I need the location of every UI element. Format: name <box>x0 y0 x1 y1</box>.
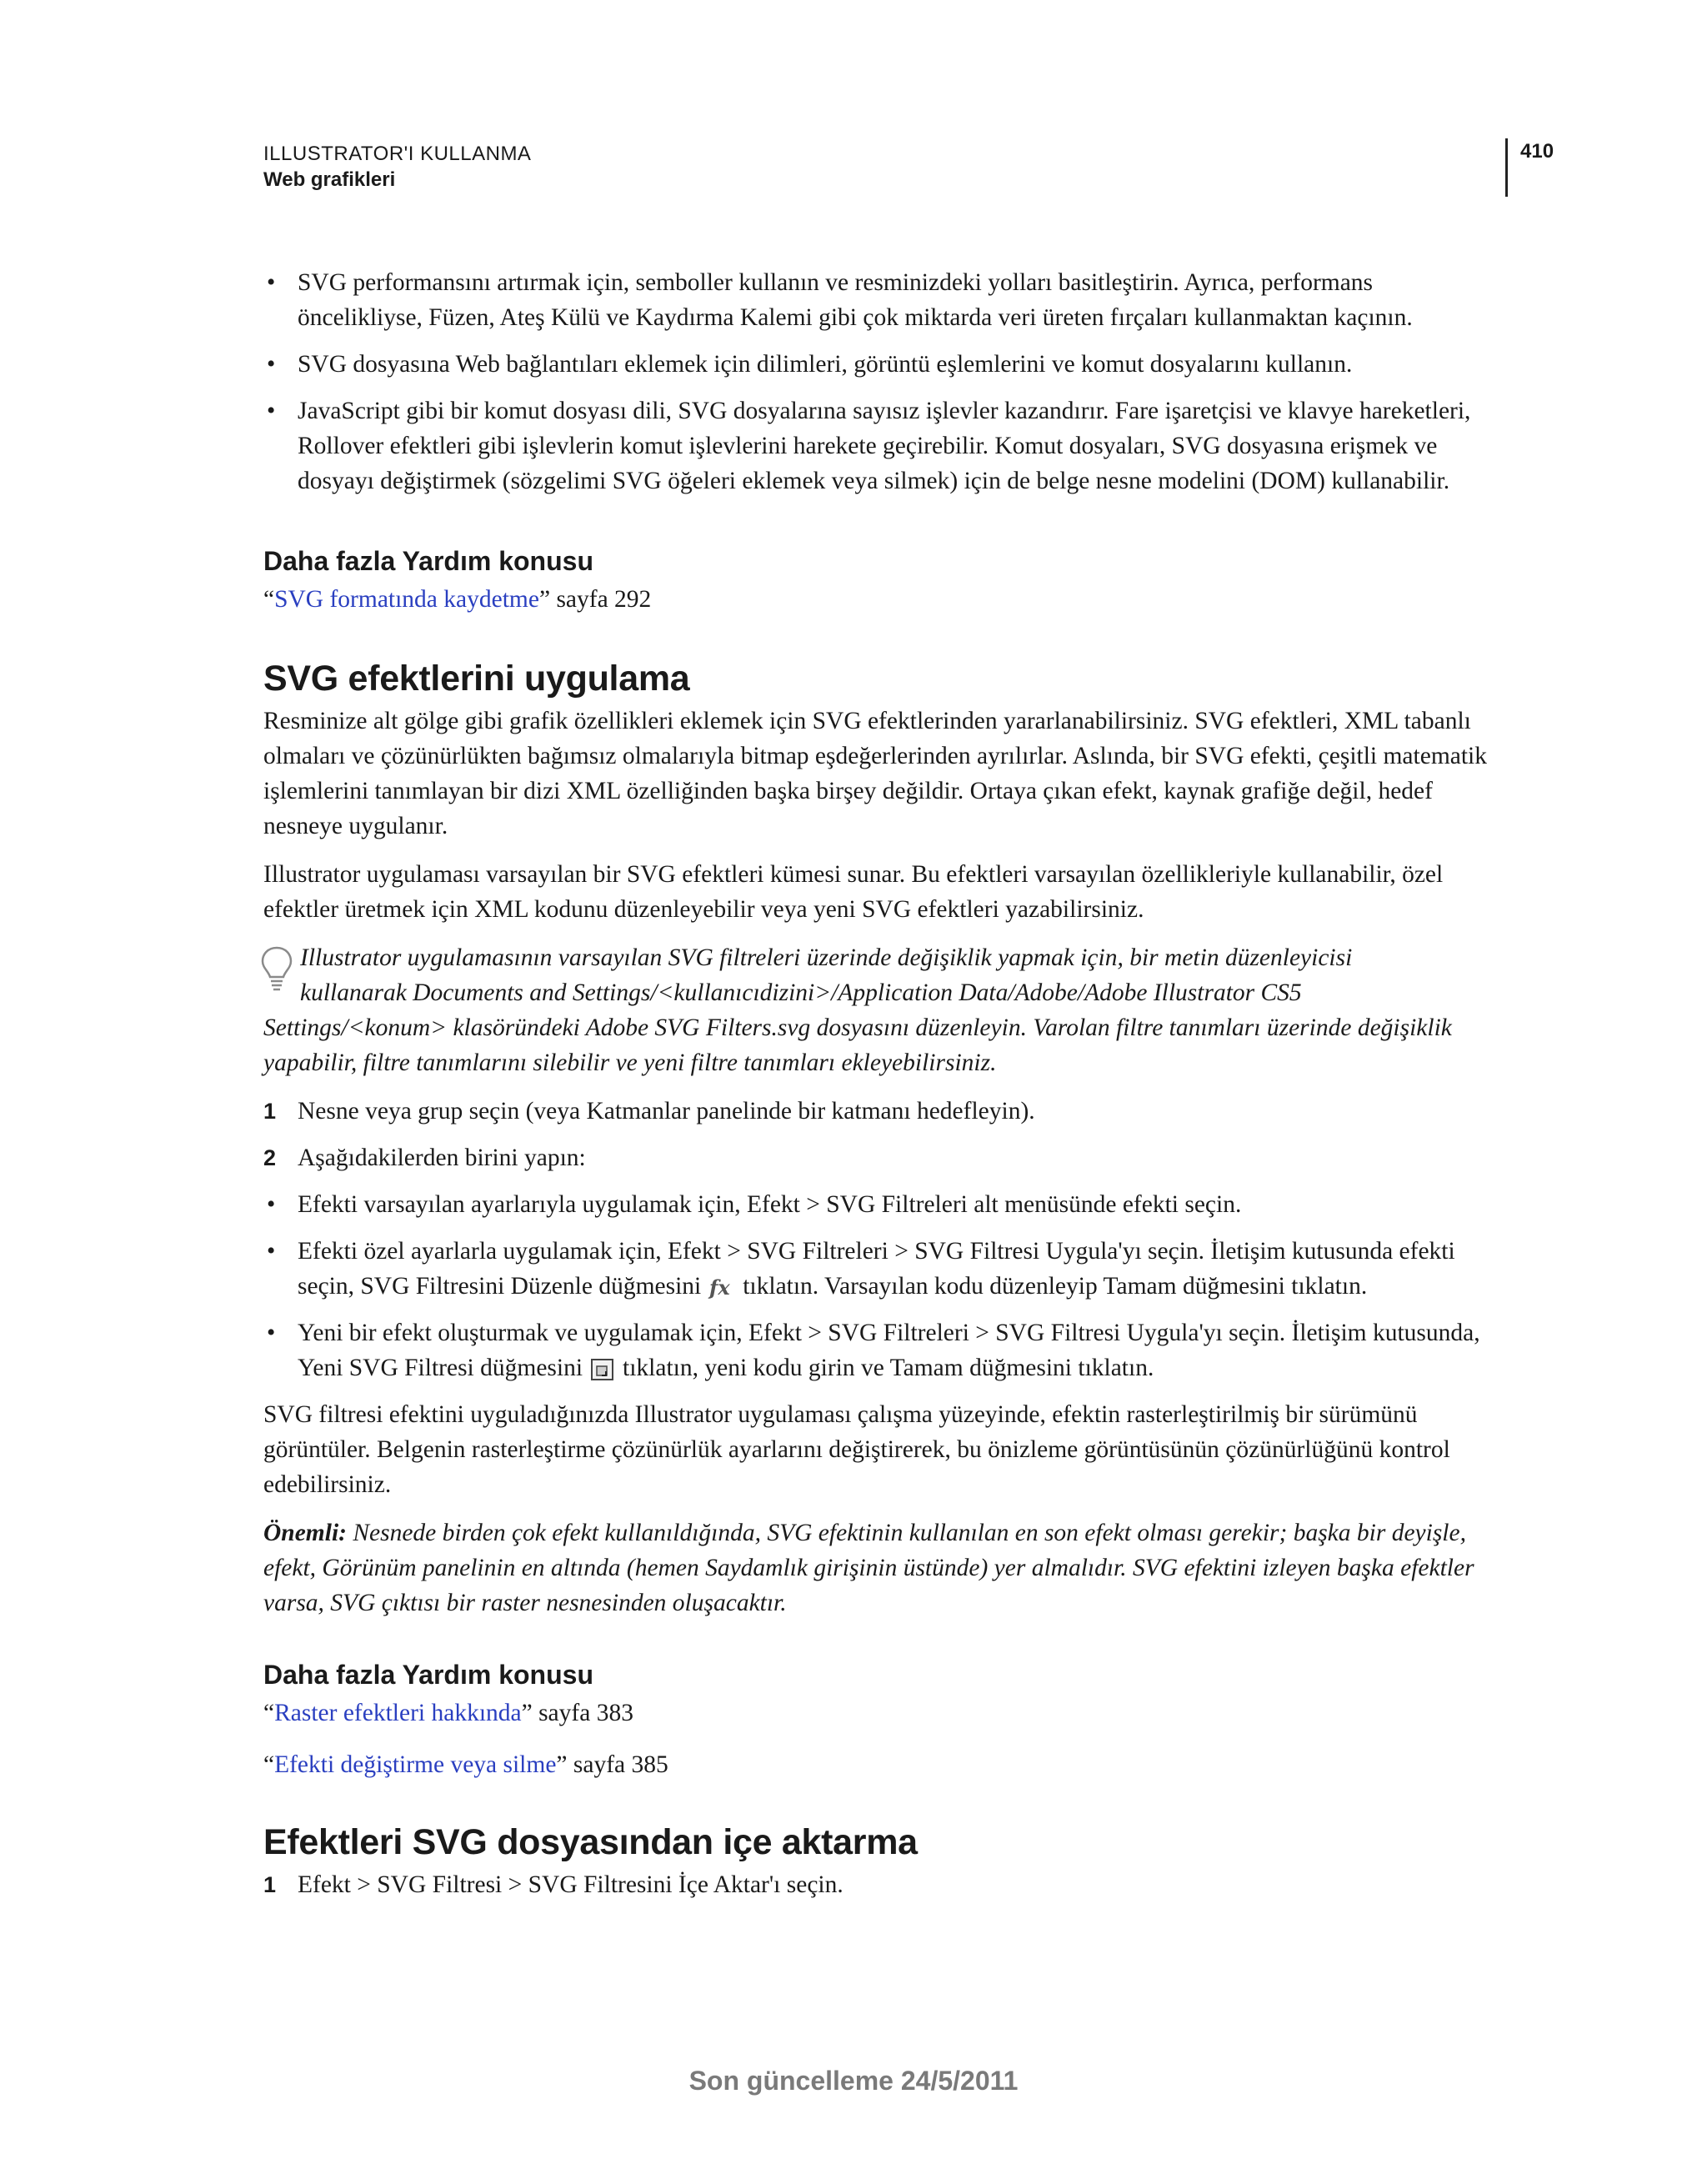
bullet-dot: • <box>267 351 276 378</box>
tip-block: Illustrator uygulamasının varsayılan SVG filtreleri üzerinde değişiklik yapmak için, bir metin düzenleyicisi kullanarak Documents and Settings/<kullanıcıdizini>/Application Data/Adobe/Adobe Illustrator CS5 Settings/<konum> klasöründeki Adobe SVG Filters.svg dosyasını düzenleyin. Varolan filtre tanımları üzerinde değişiklik yapabilir, filtre tanımlarını silebilir ve yeni filtre tanımları ekleyebilirsiniz. <box>263 940 1497 1080</box>
header-divider <box>1505 138 1508 197</box>
bullet-dot: • <box>267 269 276 296</box>
section-title: Web grafikleri <box>263 168 396 191</box>
bullet-dot: • <box>267 1191 276 1218</box>
body-paragraph: Resminize alt gölge gibi grafik özellikleri eklemek için SVG efektlerinden yararlanabilirsiniz. SVG efektleri, XML tabanlı olmaları ve çözünürlükten bağımsız olmalarıyla bitmap eşdeğerlerinden ayrılırlar. Aslında, bir SVG efekti, çeşitli matematik işlemlerini tanımlayan bir dizi XML özelliğinden başka birşey değildir. Ortaya çıkan efekt, kaynak grafiğe değil, hedef nesneye uygulanır. <box>263 708 1487 839</box>
related-heading: Daha fazla Yardım konusu <box>263 546 593 576</box>
page-content <box>263 265 1497 1914</box>
list-item: • Efekti varsayılan ayarlarıyla uygulamak için, Efekt > SVG Filtreleri alt menüsünde efekti seçin. <box>263 1187 1497 1222</box>
related-link-line: “Raster efektleri hakkında” sayfa 383 <box>263 1700 633 1726</box>
body-paragraph: SVG filtresi efektini uyguladığınızda Illustrator uygulaması çalışma yüzeyinde, efektin rasterleştirilmiş bir sürümünü görüntüler. Belgenin rasterleştirme çözünürlük ayarlarını değiştirerek, bu önizleme görüntüsünün çözünürlüğünü kontrol edebilirsiniz. <box>263 1401 1450 1498</box>
fx-icon <box>708 1276 736 1300</box>
step-item: 1 Efekt > SVG Filtresi > SVG Filtresini İçe Aktar'ı seçin. <box>263 1871 843 1898</box>
svg-text:fx: fx <box>709 1276 730 1300</box>
lightbulb-icon <box>260 945 293 994</box>
list-item: • SVG performansını artırmak için, semboller kullanın ve resminizdeki yolları basitleştirin. Ayrıca, performans öncelikliyse, Füzen, Ateş Külü ve Kaydırma Kalemi gibi çok miktarda veri üreten fırçaları kullanmaktan kaçının. <box>263 265 1497 335</box>
running-header <box>263 142 531 193</box>
body-paragraph: Illustrator uygulaması varsayılan bir SVG efektleri kümesi sunar. Bu efektleri varsayılan özellikleriyle kullanabilir, özel efektler üretmek için XML kodunu düzenleyebilir veya yeni SVG efektleri yazabilirsiniz. <box>263 861 1444 923</box>
bullet-dot: • <box>267 1320 276 1346</box>
related-heading: Daha fazla Yardım konusu <box>263 1660 593 1690</box>
doc-title: ILLUSTRATOR'I KULLANMA <box>263 143 532 165</box>
list-item: • Yeni bir efekt oluşturmak ve uygulamak için, Efekt > SVG Filtreleri > SVG Filtresi Uygula'yı seçin. İletişim kutusunda, Yeni SVG Filtresi düğmesini tıklatın, yeni kodu girin ve Tamam düğmesini tıklatın. <box>263 1315 1497 1385</box>
important-note: Önemli: Nesnede birden çok efekt kullanıldığında, SVG efektinin kullanılan en son efekt olması gerekir; başka bir deyişle, efekt, Görünüm panelinin en altında (hemen Saydamlık girişinin üstünde) yer almalıdır. SVG efektini izleyen başka efektler varsa, SVG çıktısı bir raster nesnesinden oluşacaktır. <box>263 1520 1474 1616</box>
step-item: 2 Aşağıdakilerden birini yapın: <box>263 1145 586 1171</box>
list-item: • Efekti özel ayarlarla uygulamak için, Efekt > SVG Filtreleri > SVG Filtresi Uygula'yı seçin. İletişim kutusunda efekti seçin, SVG Filtresini Düzenle düğmesini fx tıklatın. Varsayılan kodu düzenleyip Tamam düğmesini tıklatın. <box>263 1234 1497 1304</box>
related-link[interactable]: Raster efektleri hakkında <box>274 1700 522 1726</box>
related-link-line: “SVG formatında kaydetme” sayfa 292 <box>263 586 652 613</box>
footer-last-updated: Son güncelleme 24/5/2011 <box>688 2066 1019 2096</box>
related-link[interactable]: SVG formatında kaydetme <box>274 586 539 613</box>
page-number: 410 <box>1520 140 1554 163</box>
section-heading: Efektleri SVG dosyasından içe aktarma <box>263 1822 918 1862</box>
bullet-dot: • <box>267 398 276 424</box>
related-link[interactable]: Efekti değiştirme veya silme <box>274 1751 557 1778</box>
step-item: 1 Nesne veya grup seçin (veya Katmanlar panelinde bir katmanı hedefleyin). <box>263 1098 1035 1125</box>
section-heading: SVG efektlerini uygulama <box>263 659 690 699</box>
new-item-icon <box>589 1357 616 1382</box>
related-link-line: “Efekti değiştirme veya silme” sayfa 385 <box>263 1751 668 1778</box>
bullet-dot: • <box>267 1238 276 1265</box>
list-item: • JavaScript gibi bir komut dosyası dili, SVG dosyalarına sayısız işlevler kazandırır. Fare işaretçisi ve klavye hareketleri, Rollover efektleri gibi işlevlerin komut işlevlerini harekete geçirebilir. Komut dosyaları, SVG dosyasına erişmek ve dosyayı değiştirmek (sözgelimi SVG öğeleri eklemek veya silmek) için de belge nesne modelini (DOM) kullanabilir. <box>263 393 1497 498</box>
list-item: • SVG dosyasına Web bağlantıları eklemek için dilimleri, görüntü eşlemlerini ve komut dosyalarını kullanın. <box>263 347 1497 382</box>
